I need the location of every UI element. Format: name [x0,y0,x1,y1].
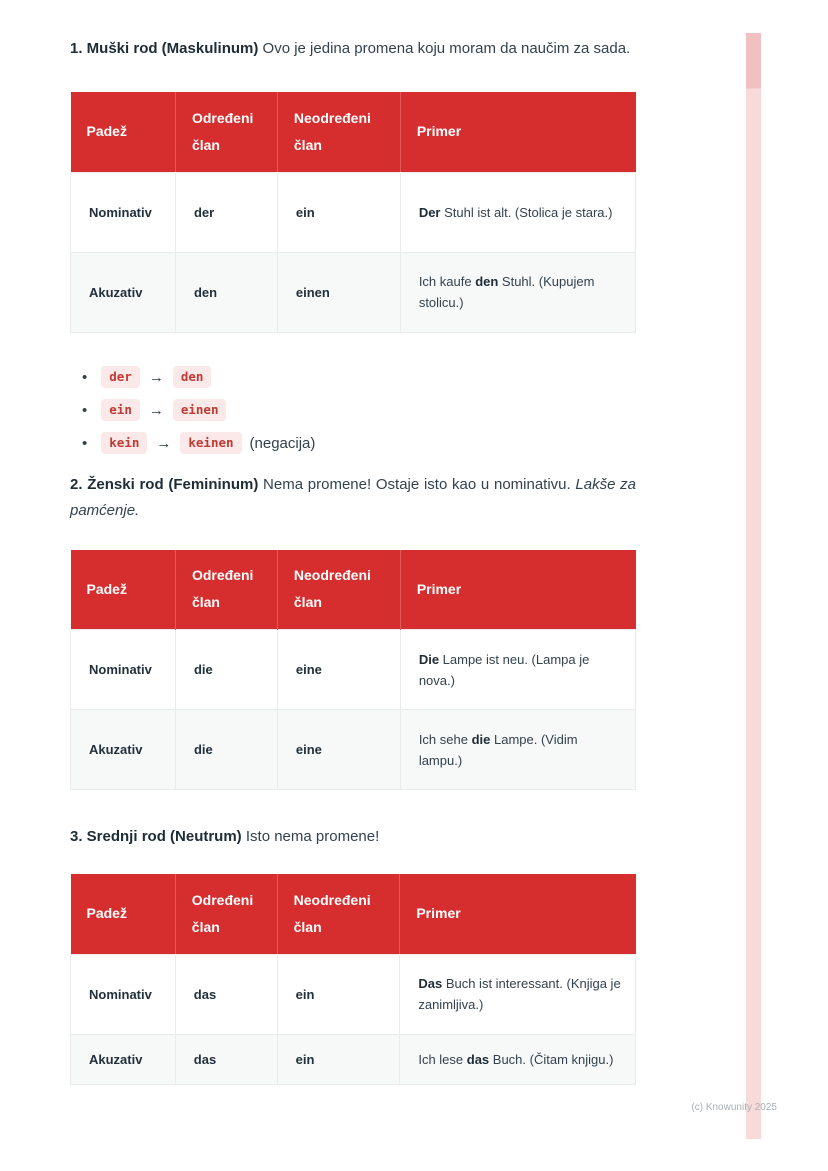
decorative-margin-stripe [746,33,761,1139]
article-badge-to: keinen [180,432,241,454]
example-cell: Ich kaufe den Stuhl. (Kupujem stolicu.) [400,252,635,332]
table-row [71,1034,636,1084]
example-cell: Ich sehe die Lampe. (Vidim lampu.) [400,710,635,790]
indefinite-article-cell: eine [277,630,400,710]
header-cell-padez: Padež [71,550,176,630]
definite-article-cell: der [175,172,277,252]
table-row [71,954,636,1034]
case-cell: Akuzativ [71,252,176,332]
case-cell: Akuzativ [71,710,176,790]
section-2-title: 2. Ženski rod (Femininum) [70,475,259,493]
document-content [70,38,636,1085]
section-2-italic-text: Lakše za pamćenje. [70,475,636,519]
section-1-heading [70,38,636,60]
section-3-title: 3. Srednji rod (Neutrum) [70,828,242,845]
bullet-icon: • [82,368,88,386]
article-badge-from: der [101,366,140,388]
article-badge-from: ein [101,399,140,421]
list-item [82,394,636,427]
section-1-intro-text: Ovo je jedina promena koju moram da naučim za sada. [258,40,631,57]
example-cell: Das Buch ist interessant. (Knjiga je zanimljiva.) [400,954,636,1034]
case-cell: Nominativ [71,172,176,252]
copyright-footer: (c) Knowunity 2025 [691,1102,777,1113]
indefinite-article-cell: eine [277,710,400,790]
arrow-right-icon: → [156,434,172,452]
article-badge-to: einen [173,399,227,421]
section-1-title: 1. Muški rod (Maskulinum) [70,40,259,57]
case-cell: Akuzativ [71,1034,176,1084]
table-row [71,172,636,252]
definite-article-cell: das [175,1034,277,1084]
article-badge-to: den [173,366,212,388]
indefinite-article-cell: ein [277,1034,400,1084]
indefinite-article-cell: ein [277,172,400,252]
table-row [71,252,636,332]
section-2-heading [70,472,636,524]
case-cell: Nominativ [71,630,176,710]
section-2-intro-text: Nema promene! Ostaje isto kao u nominativu. [258,475,571,493]
list-item [82,361,636,394]
arrow-right-icon: → [148,401,164,419]
header-cell-padez: Padež [71,92,176,172]
example-cell: Die Lampe ist neu. (Lampa je nova.) [400,630,635,710]
example-cell: Ich lese das Buch. (Čitam knjigu.) [400,1034,636,1084]
bullet-note: (negacija) [249,434,316,452]
header-cell-neodredjeni-clan: Neodređeni član [277,874,400,954]
table-row [71,710,636,790]
header-cell-primer: Primer [400,550,635,630]
article-change-list [70,361,636,460]
header-cell-odredjeni-clan: Određeni član [175,92,277,172]
bullet-icon: • [82,434,88,452]
section-3-heading [70,826,636,848]
definite-article-cell: das [175,954,277,1034]
table-feminine [70,550,636,791]
table-header-row [71,550,636,630]
header-cell-padez: Padež [71,874,176,954]
header-cell-odredjeni-clan: Određeni član [175,874,277,954]
bullet-icon: • [82,401,88,419]
article-badge-from: kein [101,432,147,454]
case-cell: Nominativ [71,954,176,1034]
table-header-row [71,92,636,172]
header-cell-neodredjeni-clan: Neodređeni član [277,92,400,172]
list-item [82,427,636,460]
header-cell-primer: Primer [400,92,635,172]
header-cell-neodredjeni-clan: Neodređeni član [277,550,400,630]
definite-article-cell: die [175,710,277,790]
section-3-intro-text: Isto nema promene! [241,828,380,845]
table-masculine [70,92,636,333]
example-cell: Der Stuhl ist alt. (Stolica je stara.) [400,172,635,252]
header-cell-odredjeni-clan: Određeni član [175,550,277,630]
header-cell-primer: Primer [400,874,636,954]
table-row [71,630,636,710]
indefinite-article-cell: ein [277,954,400,1034]
table-neuter [70,874,636,1085]
definite-article-cell: die [175,630,277,710]
arrow-right-icon: → [148,368,164,386]
definite-article-cell: den [175,252,277,332]
table-header-row [71,874,636,954]
indefinite-article-cell: einen [277,252,400,332]
